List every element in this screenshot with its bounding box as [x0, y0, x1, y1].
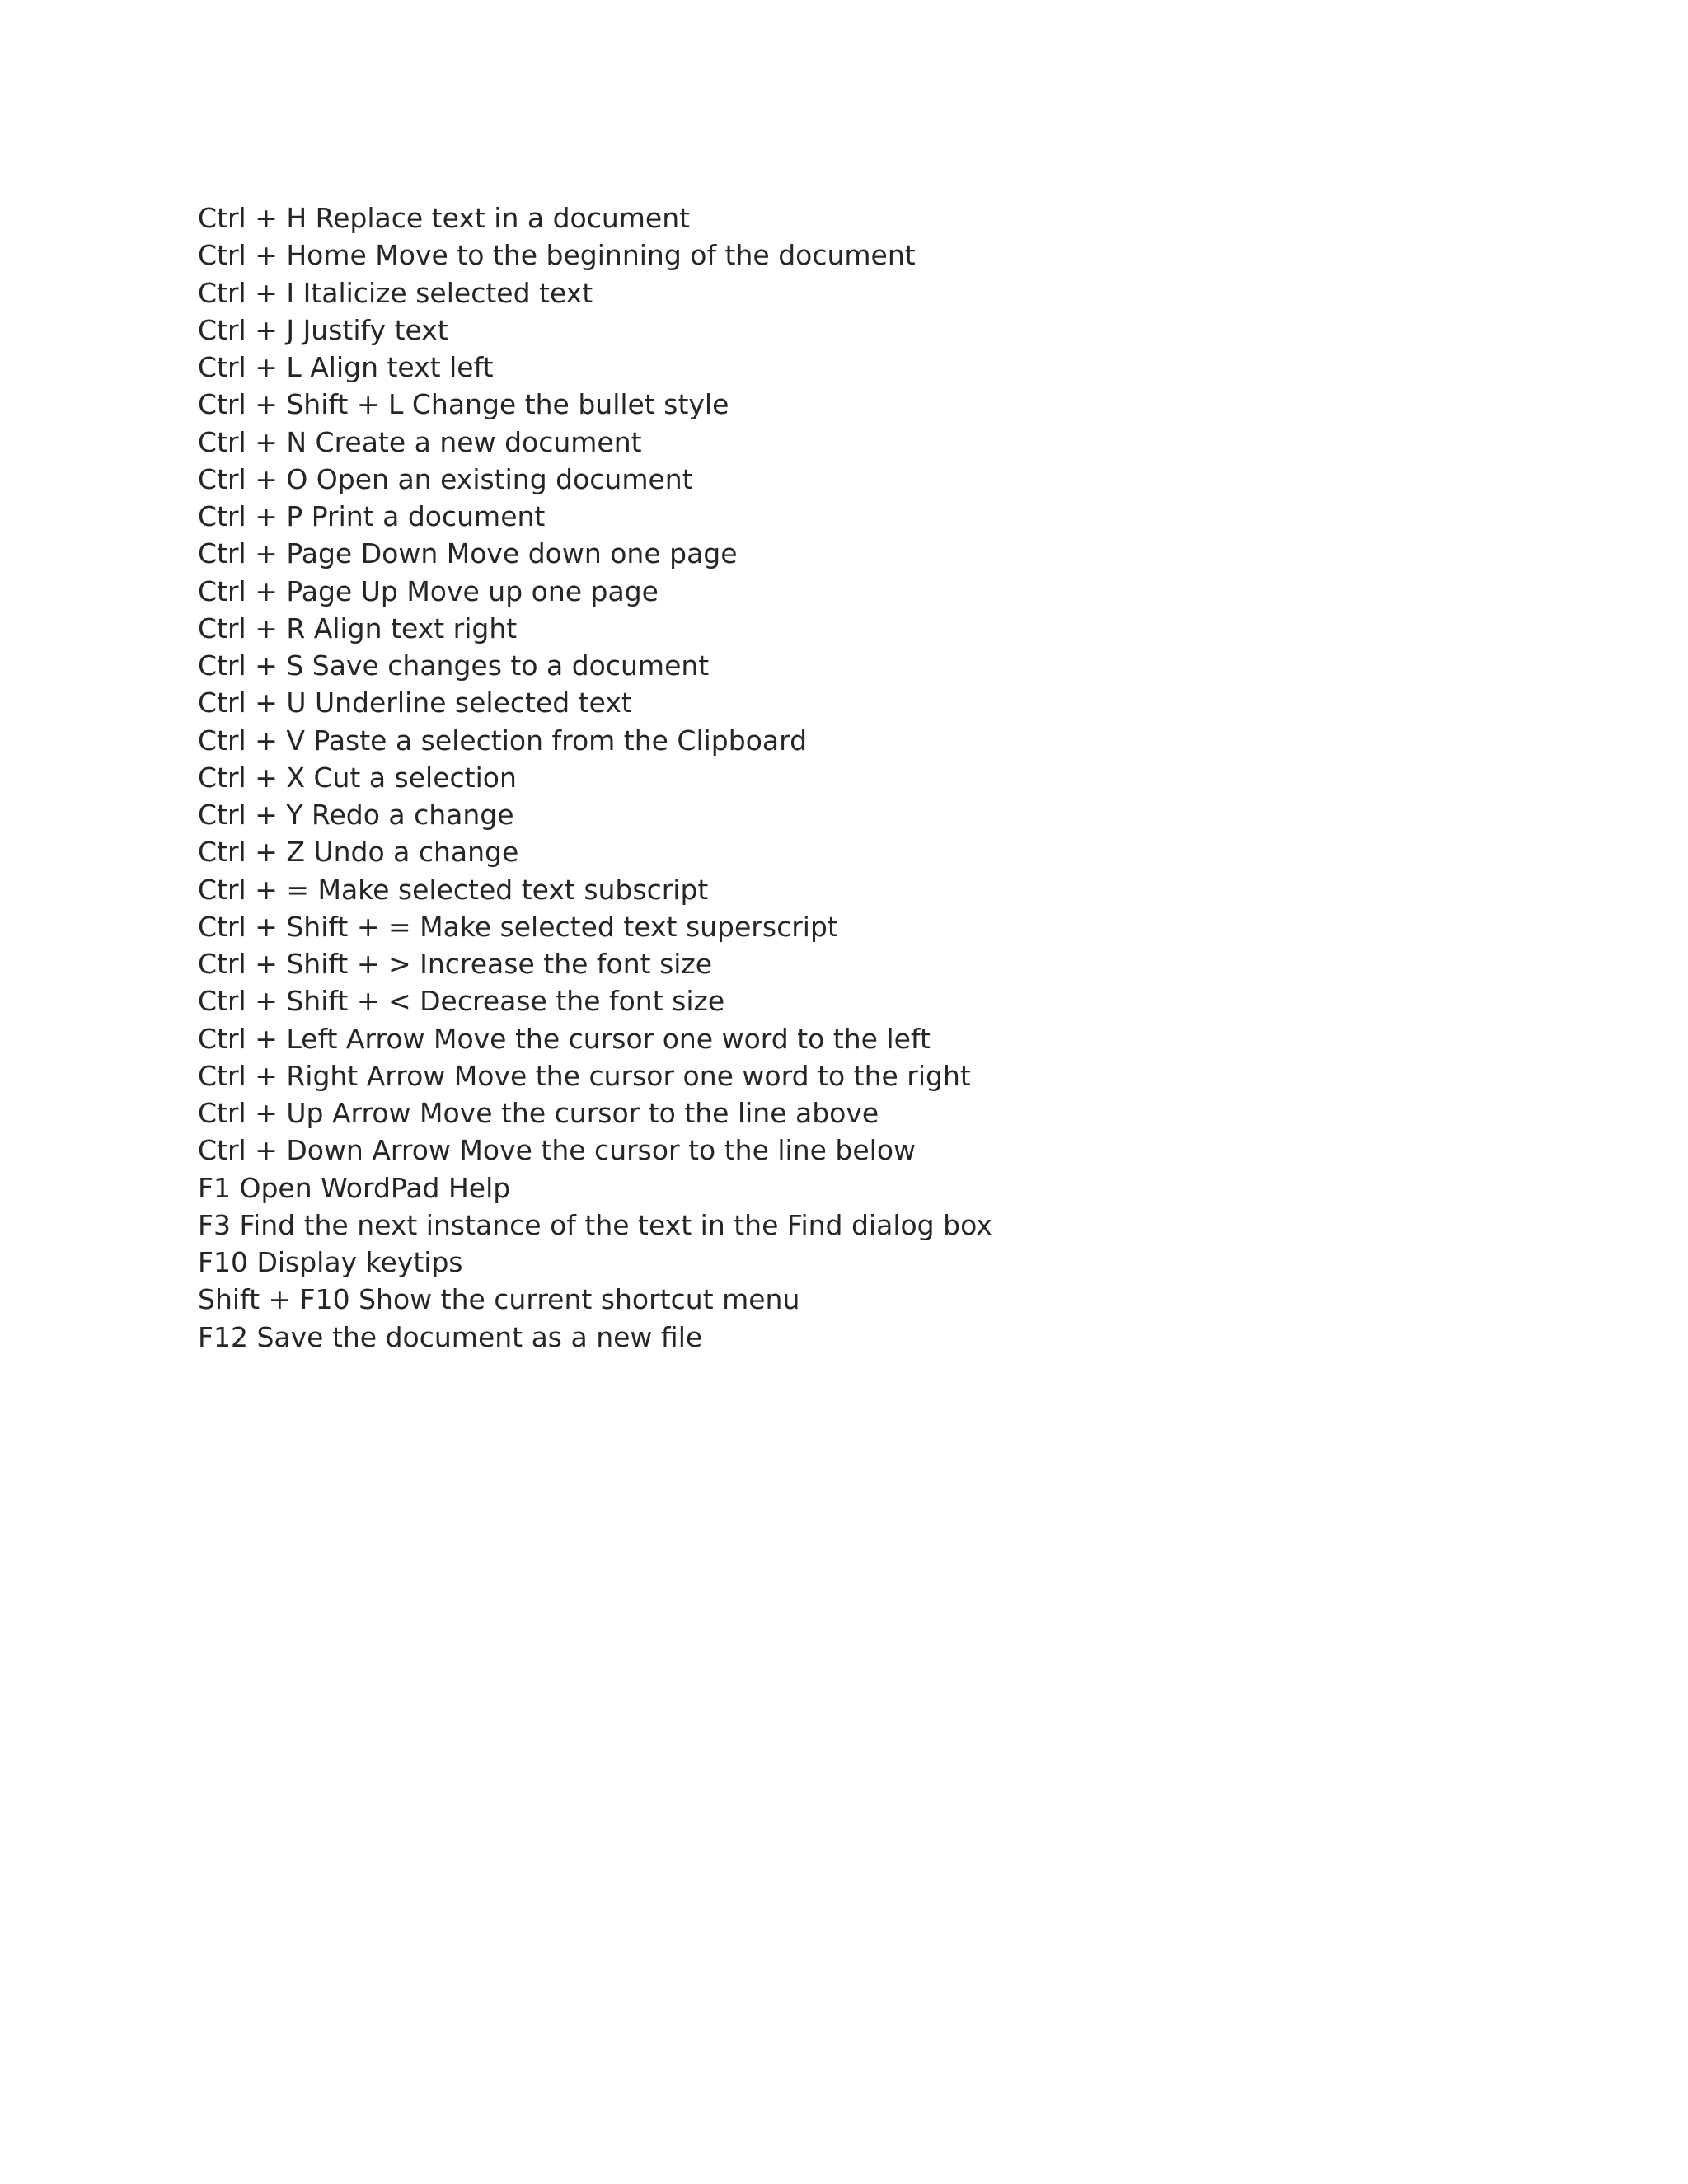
shortcut-line: Ctrl + Page Down Move down one page: [198, 537, 738, 570]
shortcut-line: Ctrl + Shift + L Change the bullet style: [198, 388, 729, 421]
shortcut-line: F1 Open WordPad Help: [198, 1171, 511, 1204]
shortcut-line: Ctrl + V Paste a selection from the Clipboard: [198, 724, 808, 757]
shortcut-line: Ctrl + P Print a document: [198, 500, 546, 532]
shortcut-line: Ctrl + H Replace text in a document: [198, 202, 691, 234]
shortcut-line: Ctrl + = Make selected text subscript: [198, 873, 709, 906]
shortcut-line: Ctrl + X Cut a selection: [198, 761, 517, 794]
shortcut-line: Ctrl + Right Arrow Move the cursor one word to the right: [198, 1059, 971, 1092]
shortcut-line: Ctrl + R Align text right: [198, 612, 518, 644]
shortcut-line: Ctrl + Shift + = Make selected text superscript: [198, 910, 838, 943]
shortcut-line: Ctrl + U Underline selected text: [198, 687, 632, 719]
shortcut-line: Ctrl + S Save changes to a document: [198, 649, 710, 682]
shortcut-line: Ctrl + Shift + > Increase the font size: [198, 948, 713, 980]
shortcut-line: Ctrl + N Create a new document: [198, 425, 642, 458]
shortcut-line: Ctrl + L Align text left: [198, 351, 494, 383]
shortcut-line: Shift + F10 Show the current shortcut menu: [198, 1283, 800, 1316]
shortcut-line: Ctrl + Up Arrow Move the cursor to the line above: [198, 1097, 879, 1129]
shortcut-line: Ctrl + Home Move to the beginning of the document: [198, 239, 916, 272]
shortcut-list: [198, 199, 992, 1356]
shortcut-line: F3 Find the next instance of the text in the Find dialog box: [198, 1208, 992, 1241]
shortcut-line: F10 Display keytips: [198, 1246, 463, 1278]
shortcut-line: Ctrl + Down Arrow Move the cursor to the line below: [198, 1134, 917, 1167]
shortcut-line: Ctrl + O Open an existing document: [198, 462, 693, 495]
shortcut-line: Ctrl + Page Up Move up one page: [198, 574, 659, 607]
shortcut-line: F12 Save the document as a new file: [198, 1320, 703, 1353]
shortcut-line: Ctrl + I Italicize selected text: [198, 276, 593, 309]
shortcut-line: Ctrl + Y Redo a change: [198, 799, 514, 831]
shortcut-line: Ctrl + Left Arrow Move the cursor one word to the left: [198, 1022, 931, 1055]
shortcut-line: Ctrl + Shift + < Decrease the font size: [198, 985, 725, 1018]
shortcut-line: Ctrl + Z Undo a change: [198, 836, 519, 869]
shortcut-line: Ctrl + J Justify text: [198, 313, 448, 346]
